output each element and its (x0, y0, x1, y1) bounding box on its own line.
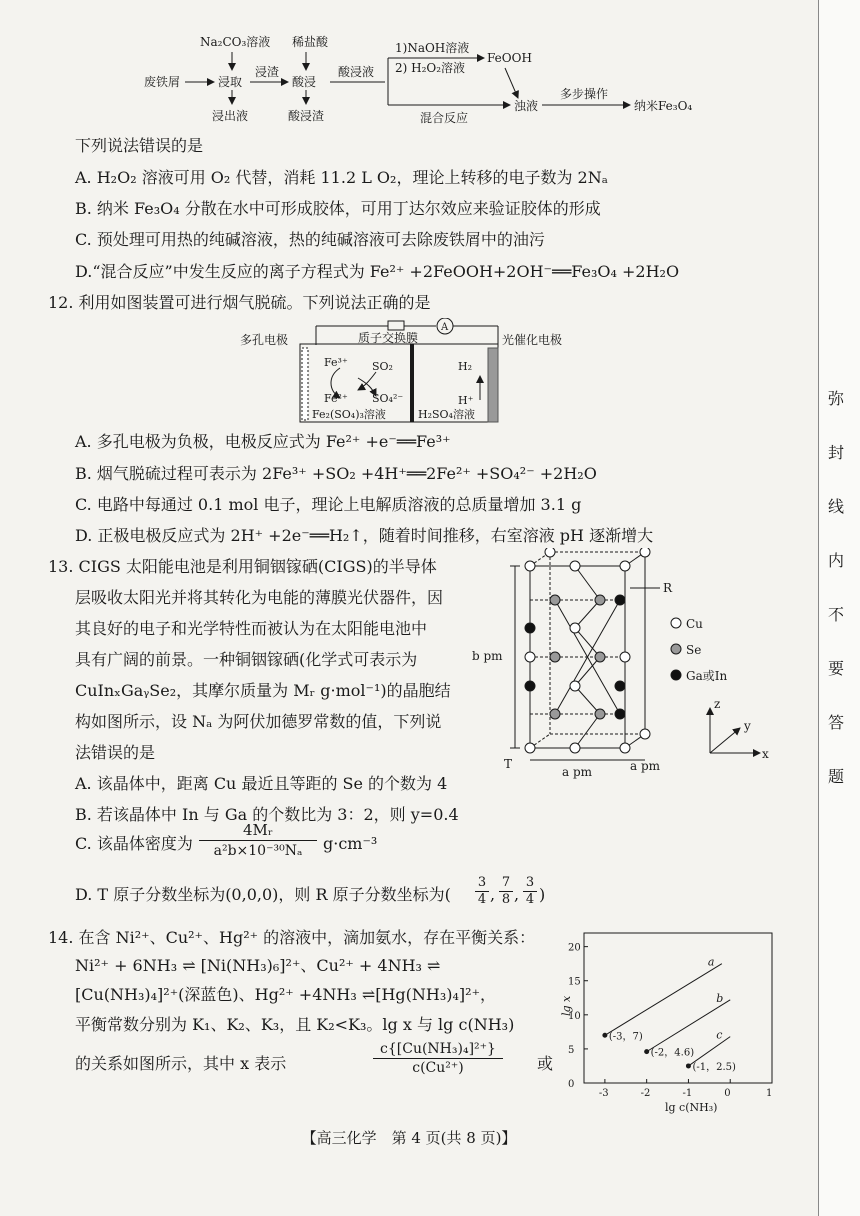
flowchart (130, 30, 730, 130)
series-label-a: a (707, 955, 715, 969)
atom-se (550, 595, 560, 605)
q13-line-2: 层吸收太阳光并将其转化为电能的薄膜光伏器件，因 (75, 588, 444, 607)
atom-cu (570, 681, 580, 691)
cu-ratio-denominator: c(Cu²⁺) (412, 1060, 464, 1076)
q11-option-c: C. 预处理可用热的纯碱溶液，热的纯碱溶液可去除废铁屑中的油污 (75, 230, 545, 249)
y-tick-label: 15 (568, 976, 581, 988)
margin-char: 不 (828, 605, 845, 624)
x-tick-label: -1 (682, 1088, 693, 1099)
label-a-pm-1: a pm (562, 765, 593, 779)
margin-char: 题 (828, 767, 845, 786)
series-label-c: c (716, 1028, 723, 1042)
margin-char: 内 (828, 551, 845, 570)
atom-se (595, 652, 605, 662)
q13-line-1: 13. CIGS 太阳能电池是利用铜铟镓硒(CIGS)的半导体 (48, 557, 437, 576)
y-tick-label: 20 (568, 942, 581, 954)
density-numerator: 4Mᵣ (199, 820, 317, 841)
x-tick-label: -3 (598, 1088, 609, 1099)
density-fraction (199, 820, 317, 861)
atom-ga-in (525, 623, 535, 633)
r-coord-1-num: 3 (475, 875, 489, 892)
y-tick-label: 5 (568, 1044, 575, 1056)
atom-cu (570, 623, 580, 633)
q13-option-a: A. 该晶体中，距离 Cu 最近且等距的 Se 的个数为 4 (75, 774, 448, 793)
label-so4: SO₄²⁻ (372, 392, 404, 405)
flow-hcl: 稀盐酸 (292, 35, 329, 49)
q13-option-b: B. 若该晶体中 In 与 Ga 的个数比为 3：2，则 y=0.4 (75, 805, 459, 824)
series-label-b: b (716, 991, 724, 1005)
q14-line-5-end: 或 (537, 1054, 554, 1073)
data-point-label: (-3，7) (608, 1031, 643, 1043)
margin-char: 答 (828, 713, 845, 732)
atom-ga-in (615, 681, 625, 691)
q12-option-b: B. 烟气脱硫过程可表示为 2Fe³⁺ +SO₂ +4H⁺══2Fe²⁺ +SO₄²⁻ +2H₂O (75, 464, 597, 483)
q12-option-c: C. 电路中每通过 0.1 mol 电子，理论上电解质溶液的总质量增加 3.1 g (75, 495, 582, 514)
chart-frame (584, 933, 772, 1083)
label-so2: SO₂ (372, 360, 393, 373)
q13-c-prefix: C. 该晶体密度为 (75, 834, 193, 853)
atom-cu (545, 548, 555, 557)
flow-h2o2: 2) H₂O₂溶液 (395, 61, 466, 75)
page-footer: 【高三化学 第 4 页(共 8 页)】 (301, 1129, 517, 1147)
axis-y: y (744, 719, 751, 733)
chart-ylabel: lg x (560, 995, 573, 1016)
flow-acid-leach: 酸浸 (292, 75, 317, 89)
flow-residue: 浸渣 (255, 65, 280, 79)
atom-ga-in (525, 681, 535, 691)
label-hplus: H⁺ (458, 394, 474, 407)
r-coord-3-num: 3 (523, 875, 537, 892)
q14-line-5-text: 的关系如图所示，其中 x 表示 (75, 1054, 287, 1073)
q12-stem: 12. 利用如图装置可进行烟气脱硫。下列说法正确的是 (48, 293, 431, 312)
data-point (686, 1063, 691, 1068)
flow-leach-liquid: 浸出液 (212, 109, 249, 123)
atom-cu (620, 652, 630, 662)
atom-cu (525, 743, 535, 753)
q13-line-3: 其良好的电子和光学特性而被认为在太阳能电池中 (75, 619, 428, 638)
q12-option-d: D. 正极电极反应式为 2H⁺ +2e⁻══H₂↑，随着时间推移，右室溶液 pH 逐渐增大 (75, 526, 654, 545)
margin-char: 封 (828, 443, 845, 462)
series-line-b (647, 1000, 731, 1052)
q13-d-prefix: D. T 原子分数坐标为(0,0,0)，则 R 原子分数坐标为( (75, 885, 451, 904)
flow-feooh: FeOOH (487, 51, 532, 65)
atom-cu (620, 743, 630, 753)
y-tick-label: 10 (568, 1010, 581, 1022)
q13-line-7: 法错误的是 (75, 743, 156, 762)
q12-option-a: A. 多孔电极为负极，电极反应式为 Fe²⁺ +e⁻══Fe³⁺ (75, 432, 451, 451)
atom-ga-in (615, 595, 625, 605)
legend-ga-swatch (671, 670, 681, 680)
atom-se (595, 595, 605, 605)
label-r: R (663, 581, 673, 595)
label-t: T (504, 757, 513, 771)
r-coord-2-num: 7 (499, 875, 513, 892)
q13-line-4: 具有广阔的前景。一种铜铟镓硒(化学式可表示为 (75, 650, 418, 669)
margin-char: 要 (828, 659, 845, 678)
label-membrane: 质子交换膜 (358, 331, 419, 345)
y-tick-label: 0 (568, 1079, 575, 1090)
flow-na2co3: Na₂CO₃溶液 (200, 35, 271, 49)
flow-steps: 多步操作 (560, 87, 609, 101)
q13-line-5: CuInₓGaᵧSe₂，其摩尔质量为 Mᵣ g·mol⁻¹)的晶胞结 (75, 681, 451, 700)
q14-line-1: 14. 在含 Ni²⁺、Cu²⁺、Hg²⁺ 的溶液中，滴加氨水，存在平衡关系： (48, 928, 536, 947)
q14-line-5 (75, 1040, 555, 1084)
flow-scrap: 废铁屑 (144, 75, 181, 89)
legend-se: Se (686, 643, 702, 657)
r-coord-2-den: 8 (501, 892, 511, 907)
legend-se-swatch (671, 644, 681, 654)
data-point (602, 1033, 607, 1038)
x-tick-label: 1 (766, 1088, 773, 1099)
data-point-label: (-2，4.6) (650, 1047, 695, 1059)
q14-line-3: [Cu(NH₃)₄]²⁺(深蓝色)、Hg²⁺ +4NH₃ ⇌[Hg(NH₃)₄]²⁺， (75, 985, 497, 1004)
q14-line-4: 平衡常数分别为 K₁、K₂、K₃，且 K₂<K₃。lg x 与 lg c(NH₃) (75, 1015, 515, 1034)
cu-ratio-fraction (373, 1040, 503, 1077)
q13-option-d: D. T 原子分数坐标为(0,0,0)，则 R 原子分数坐标为( $\frac{3}{4}$ , $\frac{7}{8}$ , $\frac{3}{4}$ ) (75, 875, 546, 907)
atom-cu (640, 548, 650, 557)
flow-turbid: 浊液 (514, 99, 539, 113)
atom-cu (620, 561, 630, 571)
q13-d-close: ) (539, 885, 546, 904)
label-fe2: Fe²⁺ (324, 392, 348, 405)
axis-x: x (762, 747, 769, 761)
data-point (644, 1049, 649, 1054)
label-h2: H₂ (458, 360, 473, 373)
label-fe3: Fe³⁺ (324, 356, 348, 369)
flow-acid-residue: 酸浸渣 (288, 109, 325, 123)
q14-line-2: Ni²⁺ + 6NH₃ ⇌ [Ni(NH₃)₆]²⁺、Cu²⁺ + 4NH₃ ⇌ (75, 956, 441, 975)
atom-se (550, 652, 560, 662)
label-b-pm: b pm (472, 649, 503, 663)
atom-cu (525, 561, 535, 571)
margin-char: 线 (828, 497, 845, 516)
q11-option-b: B. 纳米 Fe₃O₄ 分散在水中可形成胶体，可用丁达尔效应来验证胶体的形成 (75, 199, 601, 218)
series-line-a (605, 964, 722, 1036)
q11-option-a: A. H₂O₂ 溶液可用 O₂ 代替，消耗 11.2 L O₂，理论上转移的电子数为 2Nₐ (75, 168, 608, 187)
legend-cu: Cu (686, 617, 703, 631)
x-tick-label: 0 (724, 1088, 731, 1099)
label-porous-electrode: 多孔电极 (240, 333, 289, 347)
crystal-cell-diagram (470, 548, 780, 783)
r-coord-1-den: 4 (477, 892, 487, 907)
flow-product: 纳米Fe₃O₄ (634, 99, 693, 113)
data-point-label: (-1，2.5) (692, 1061, 736, 1073)
cu-ratio-numerator: c{[Cu(NH₃)₄]²⁺} (373, 1040, 503, 1059)
label-right-solution: H₂SO₄溶液 (418, 408, 475, 421)
atom-cu (640, 729, 650, 739)
label-left-solution: Fe₂(SO₄)₃溶液 (312, 408, 386, 421)
label-photo-electrode: 光催化电极 (502, 333, 563, 347)
density-denominator: a²b×10⁻³⁰Nₐ (213, 843, 303, 859)
meter-label: A (441, 322, 449, 333)
legend-cu-swatch (671, 618, 681, 628)
atom-ga-in (615, 709, 625, 719)
r-coord-3-den: 4 (525, 892, 535, 907)
atom-cu (570, 561, 580, 571)
margin-char: 弥 (828, 389, 845, 408)
q11-option-d: D.“混合反应”中发生反应的离子方程式为 Fe²⁺ +2FeOOH+2OH⁻══Fe₃O₄ +2H₂O (75, 262, 680, 281)
flow-acid-solution: 酸浸液 (338, 65, 375, 79)
label-a-pm-2: a pm (630, 759, 661, 773)
flow-naoh: 1)NaOH溶液 (395, 41, 470, 55)
atom-se (595, 709, 605, 719)
x-tick-label: -2 (640, 1088, 651, 1099)
legend-ga-in: Ga或In (686, 669, 728, 683)
lgx-chart (560, 925, 790, 1115)
electrolysis-cell-diagram (240, 318, 580, 428)
axis-z: z (714, 697, 721, 711)
atom-se (550, 709, 560, 719)
q11-stem: 下列说法错误的是 (75, 136, 204, 155)
flow-leach: 浸取 (218, 75, 243, 89)
atom-cu (570, 743, 580, 753)
atom-cu (525, 652, 535, 662)
chart-xlabel: lg c(NH₃) (665, 1101, 718, 1114)
q13-line-6: 构如图所示，设 Nₐ 为阿伏加德罗常数的值，下列说 (75, 712, 442, 731)
flow-mix: 混合反应 (420, 111, 469, 125)
q13-c-unit: g·cm⁻³ (323, 834, 378, 853)
